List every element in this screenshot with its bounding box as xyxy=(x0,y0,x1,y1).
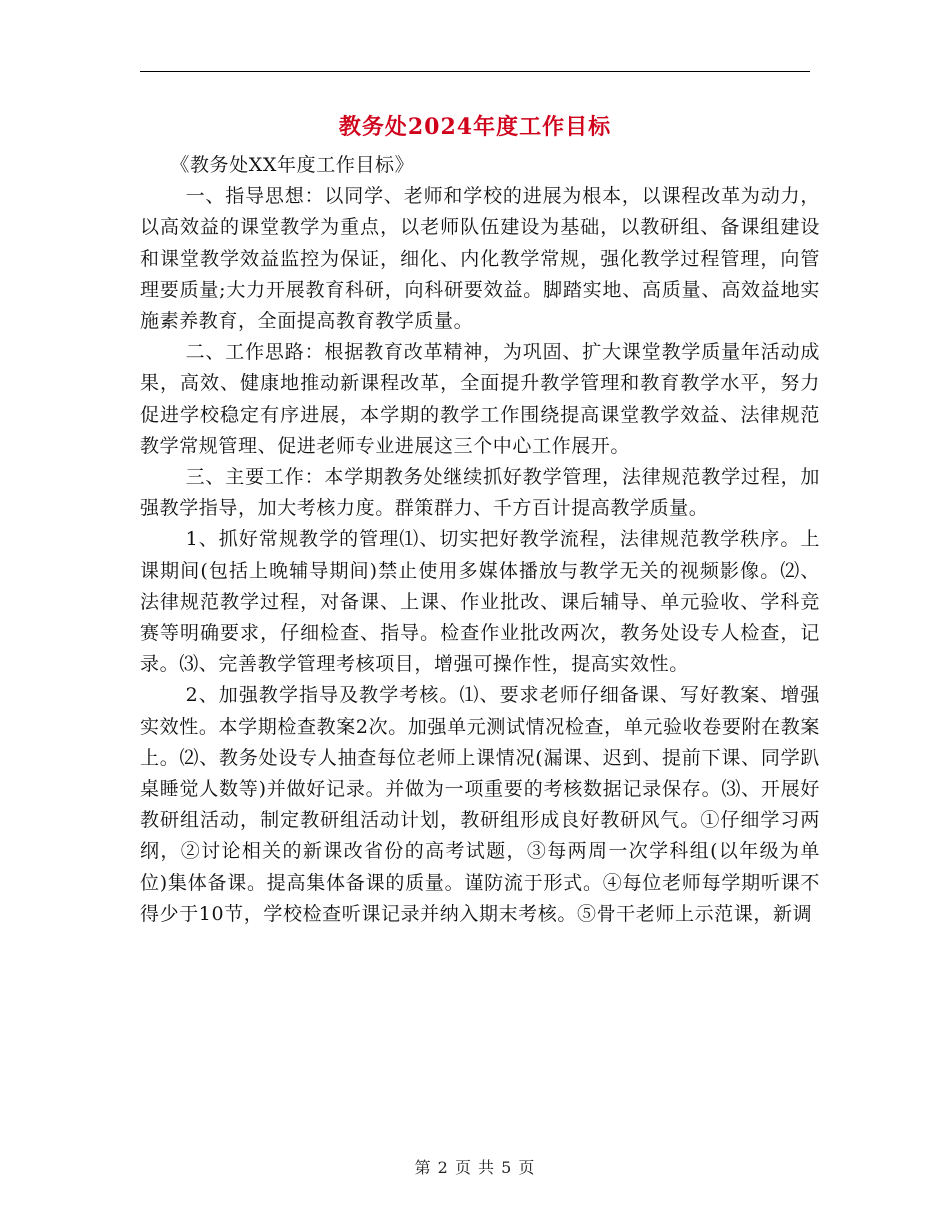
document-body xyxy=(140,150,820,930)
paragraph-main-work: 三、主要工作：本学期教务处继续抓好教学管理，法律规范教学过程，加强教学指导，加大考核力度。群策群力、千方百计提高教学质量。 xyxy=(140,466,820,520)
paragraph-work-approach: 二、工作思路：根据教育改革精神，为巩固、扩大课堂教学质量年活动成果，高效、健康地推动新课程改革，全面提升教学管理和教育教学水平，努力促进学校稳定有序进展，本学期的教学工作围绕提高课堂教学效益、法律规范教学常规管理、促进老师专业进展这三个中心工作展开。 xyxy=(140,341,820,457)
document-title: 教务处2024年度工作目标 xyxy=(338,114,612,140)
page-indicator: 第 2 页 共 5 页 xyxy=(414,1158,536,1177)
paragraph-teaching-guidance: 2、加强教学指导及教学考核。⑴、要求老师仔细备课、写好教案、增强实效性。本学期检查教案2次。加强单元测试情况检查，单元验收卷要附在教案上。⑵、教务处设专人抽查每位老师上课情况(漏课、迟到、提前下课、同学趴桌睡觉人数等)并做好记录。并做为一项重要的考核数据记录保存。⑶、开展好教研组活动，制定教研组活动计划，教研组形成良好教研风气。①仔细学习两纲，②讨论相关的新课改省份的高考试题，③每两周一次学科组(以年级为单位)集体备课。提高集体备课的质量。谨防流于形式。④每位老师每学期听课不得少于10节，学校检查听课记录并纳入期末考核。⑤骨干老师上示范课，新调 xyxy=(140,684,820,925)
paragraph-guiding-ideology: 一、指导思想：以同学、老师和学校的进展为根本，以课程改革为动力，以高效益的课堂教学为重点，以老师队伍建设为基础，以教研组、备课组建设和课堂教学效益监控为保证，细化、内化教学常规，强化教学过程管理，向管理要质量;大力开展教育科研，向科研要效益。脚踏实地、高质量、高效益地实施素养教育，全面提高教育教学质量。 xyxy=(140,185,820,333)
paragraph-routine-management: 1、抓好常规教学的管理⑴、切实把好教学流程，法律规范教学秩序。上课期间(包括上晚辅导期间)禁止使用多媒体播放与教学无关的视频影像。⑵、法律规范教学过程，对备课、上课、作业批改、课后辅导、单元验收、学科竞赛等明确要求，仔细检查、指导。检查作业批改两次，教务处设专人检查，记录。⑶、完善教学管理考核项目，增强可操作性，提高实效性。 xyxy=(140,528,820,676)
header-rule xyxy=(140,71,810,72)
paragraph-subtitle: 《教务处XX年度工作目标》 xyxy=(170,154,415,176)
